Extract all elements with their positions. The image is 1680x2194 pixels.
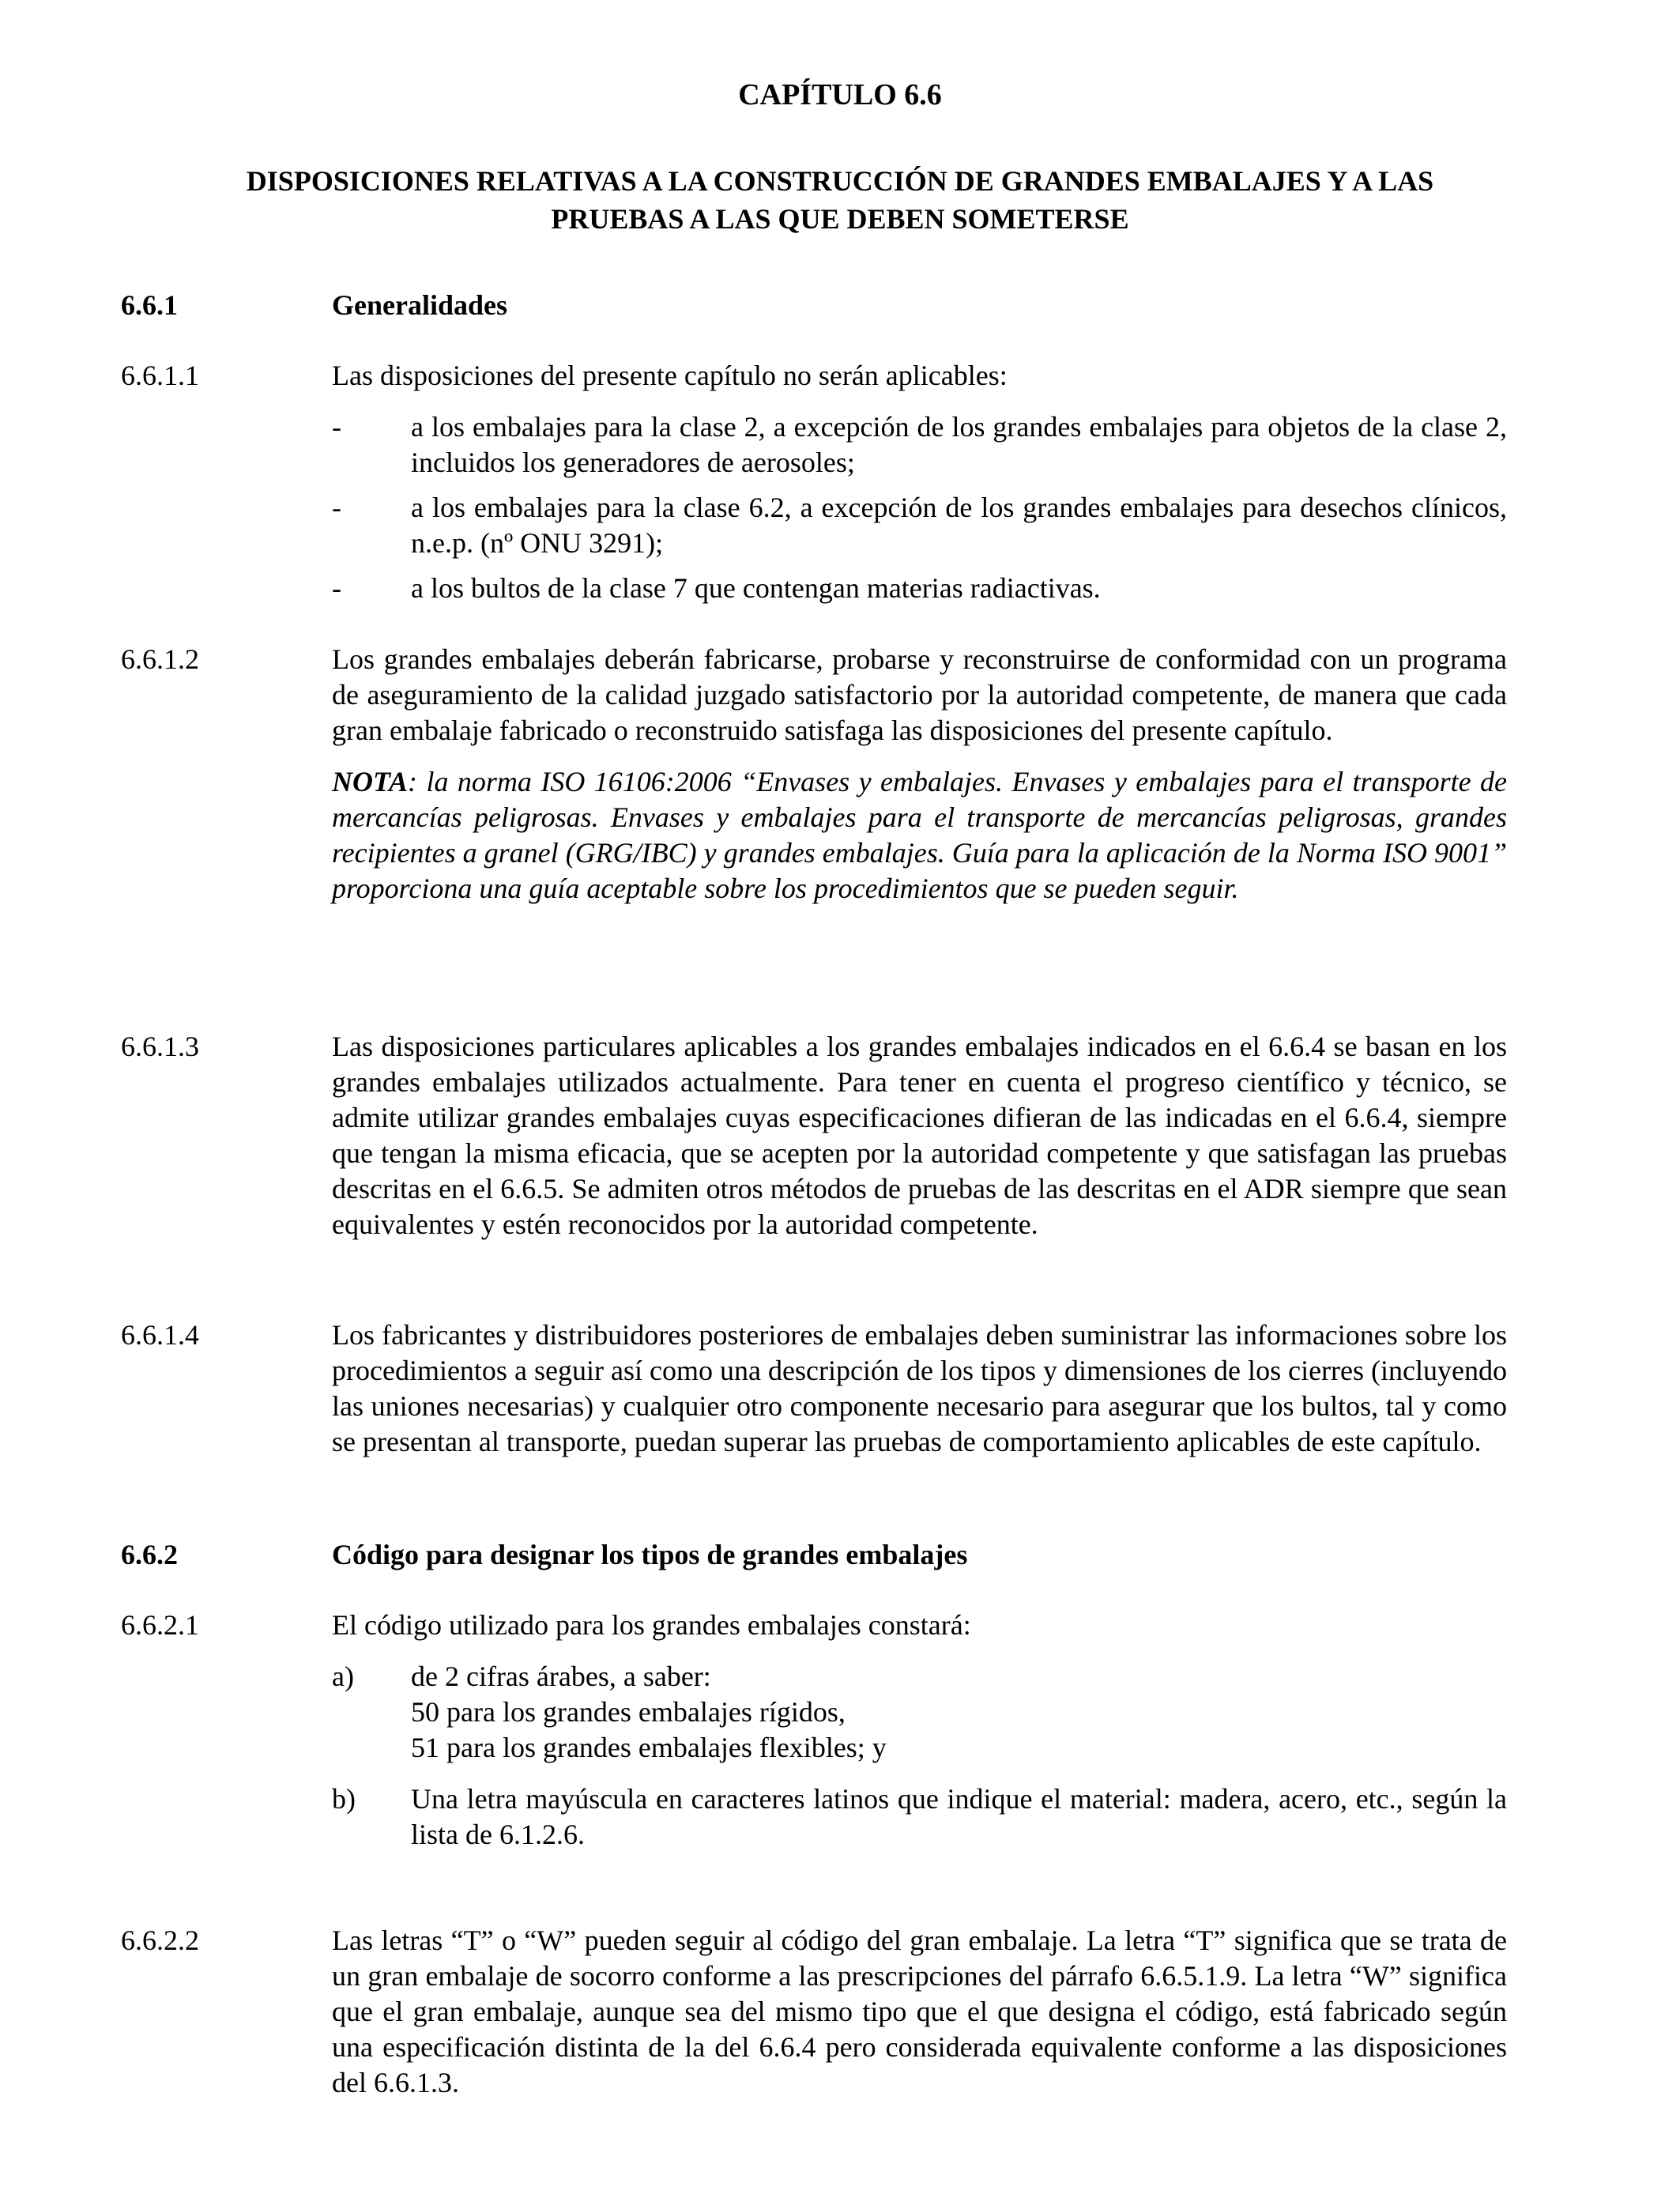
list-item-b (332, 1781, 1507, 1853)
list-item-a (332, 1659, 1507, 1695)
list-item-text: a los embalajes para la clase 2, a excepción de los grandes embalajes para objetos de la clase 2, incluidos los generadores de aerosoles; (411, 411, 1507, 478)
section-text: Las disposiciones particulares aplicables a los grandes embalajes indicados en el 6.6.4 se basan en los grandes embalajes utilizados actualmente. Para tener en cuenta el progreso científico y técnico, se admite utilizar grandes embalajes cuyas especificaciones difieran de las indicadas en el 6.6.4, siempre que tengan la misma eficacia, que se acepten por la autoridad competente y que satisfagan las pruebas descritas en el 6.6.5. Se admiten otros métodos de pruebas de las descritas en el ADR siempre que sean equivalentes y estén reconocidos por la autoridad competente. (332, 1031, 1507, 1240)
note-label: NOTA (332, 766, 409, 797)
section-body (332, 642, 1507, 907)
chapter-title: CAPÍTULO 6.6 (738, 78, 942, 111)
section-text: Los fabricantes y distribuidores posteriores de embalajes deben suministrar las informaciones sobre los procedimientos a seguir así como una descripción de los tipos y dimensiones de los cierres (incluyendo las uniones necesarias) y cualquier otro componente necesario para asegurar que los bultos, tal y como se presentan al transporte, puedan superar las pruebas de comportamiento aplicables de este capítulo. (332, 1319, 1507, 1457)
section-number: 6.6.2.2 (121, 1924, 199, 1956)
section-intro: El código utilizado para los grandes embalajes constará: (332, 1609, 971, 1641)
section-number: 6.6.1.2 (121, 643, 199, 675)
list-item (332, 409, 1507, 481)
dash-marker: - (332, 572, 341, 604)
list-label: a) (332, 1661, 354, 1692)
chapter-subtitle-line-1: DISPOSICIONES RELATIVAS A LA CONSTRUCCIÓN DE GRANDES EMBALAJES Y A LAS (246, 165, 1434, 197)
list-sub-line: 51 para los grandes embalajes flexibles; y (411, 1732, 887, 1763)
section-intro: Las disposiciones del presente capítulo no serán aplicables: (332, 360, 1008, 391)
list-item (332, 490, 1507, 561)
section-text: Las letras “T” o “W” pueden seguir al código del gran embalaje. La letra “T” significa que se trata de un gran embalaje de socorro conforme a las prescripciones del párrafo 6.6.5.1.9. La letra “W” significa que el gran embalaje, aunque sea del mismo tipo que el que designa el código, está fabricado según una especificación distinta de la del 6.6.4 pero considerada equivalente conforme a las disposiciones del 6.6.1.3. (332, 1924, 1507, 2098)
section-number: 6.6.2.1 (121, 1609, 199, 1641)
dash-marker: - (332, 492, 341, 523)
section-heading: Código para designar los tipos de grandes embalajes (332, 1539, 968, 1570)
section-number: 6.6.1.1 (121, 360, 199, 391)
section-number: 6.6.1.3 (121, 1031, 199, 1062)
section-number: 6.6.2 (121, 1539, 178, 1570)
note (332, 764, 1507, 907)
section-heading: Generalidades (332, 289, 507, 321)
list-item-text: de 2 cifras árabes, a saber: (411, 1661, 711, 1692)
list-item (332, 571, 1507, 606)
section-body (332, 358, 1507, 616)
list-label: b) (332, 1783, 356, 1815)
section-body (332, 1608, 1507, 1853)
section-number: 6.6.1.4 (121, 1319, 199, 1351)
dash-marker: - (332, 411, 341, 443)
list-item-text: a los bultos de la clase 7 que contengan materias radiactivas. (411, 572, 1101, 604)
section-text: Los grandes embalajes deberán fabricarse, probarse y reconstruirse de conformidad con un programa de aseguramiento de la calidad juzgado satisfactorio por la autoridad competente, de manera que cada gran embalaje fabricado o reconstruido satisfaga las disposiciones del presente capítulo. (332, 643, 1507, 746)
note-text: : la norma ISO 16106:2006 “Envases y embalajes. Envases y embalajes para el transporte de mercancías peligrosas. Envases y embalajes para el transporte de mercancías peligrosas, grandes recipientes a granel (GRG/IBC) y grandes embalajes. Guía para la aplicación de la Norma ISO 9001” proporciona una guía aceptable sobre los procedimientos que se pueden seguir. (332, 766, 1507, 904)
section-number: 6.6.1 (121, 289, 178, 321)
list-sub-line: 50 para los grandes embalajes rígidos, (411, 1696, 846, 1728)
chapter-subtitle (0, 162, 1680, 238)
list-item-text: Una letra mayúscula en caracteres latinos que indique el material: madera, acero, etc., según la lista de 6.1.2.6. (411, 1783, 1507, 1850)
chapter-subtitle-line-2: PRUEBAS A LAS QUE DEBEN SOMETERSE (551, 203, 1129, 235)
list-item-text: a los embalajes para la clase 6.2, a excepción de los grandes embalajes para desechos clínicos, n.e.p. (nº ONU 3291); (411, 492, 1507, 559)
